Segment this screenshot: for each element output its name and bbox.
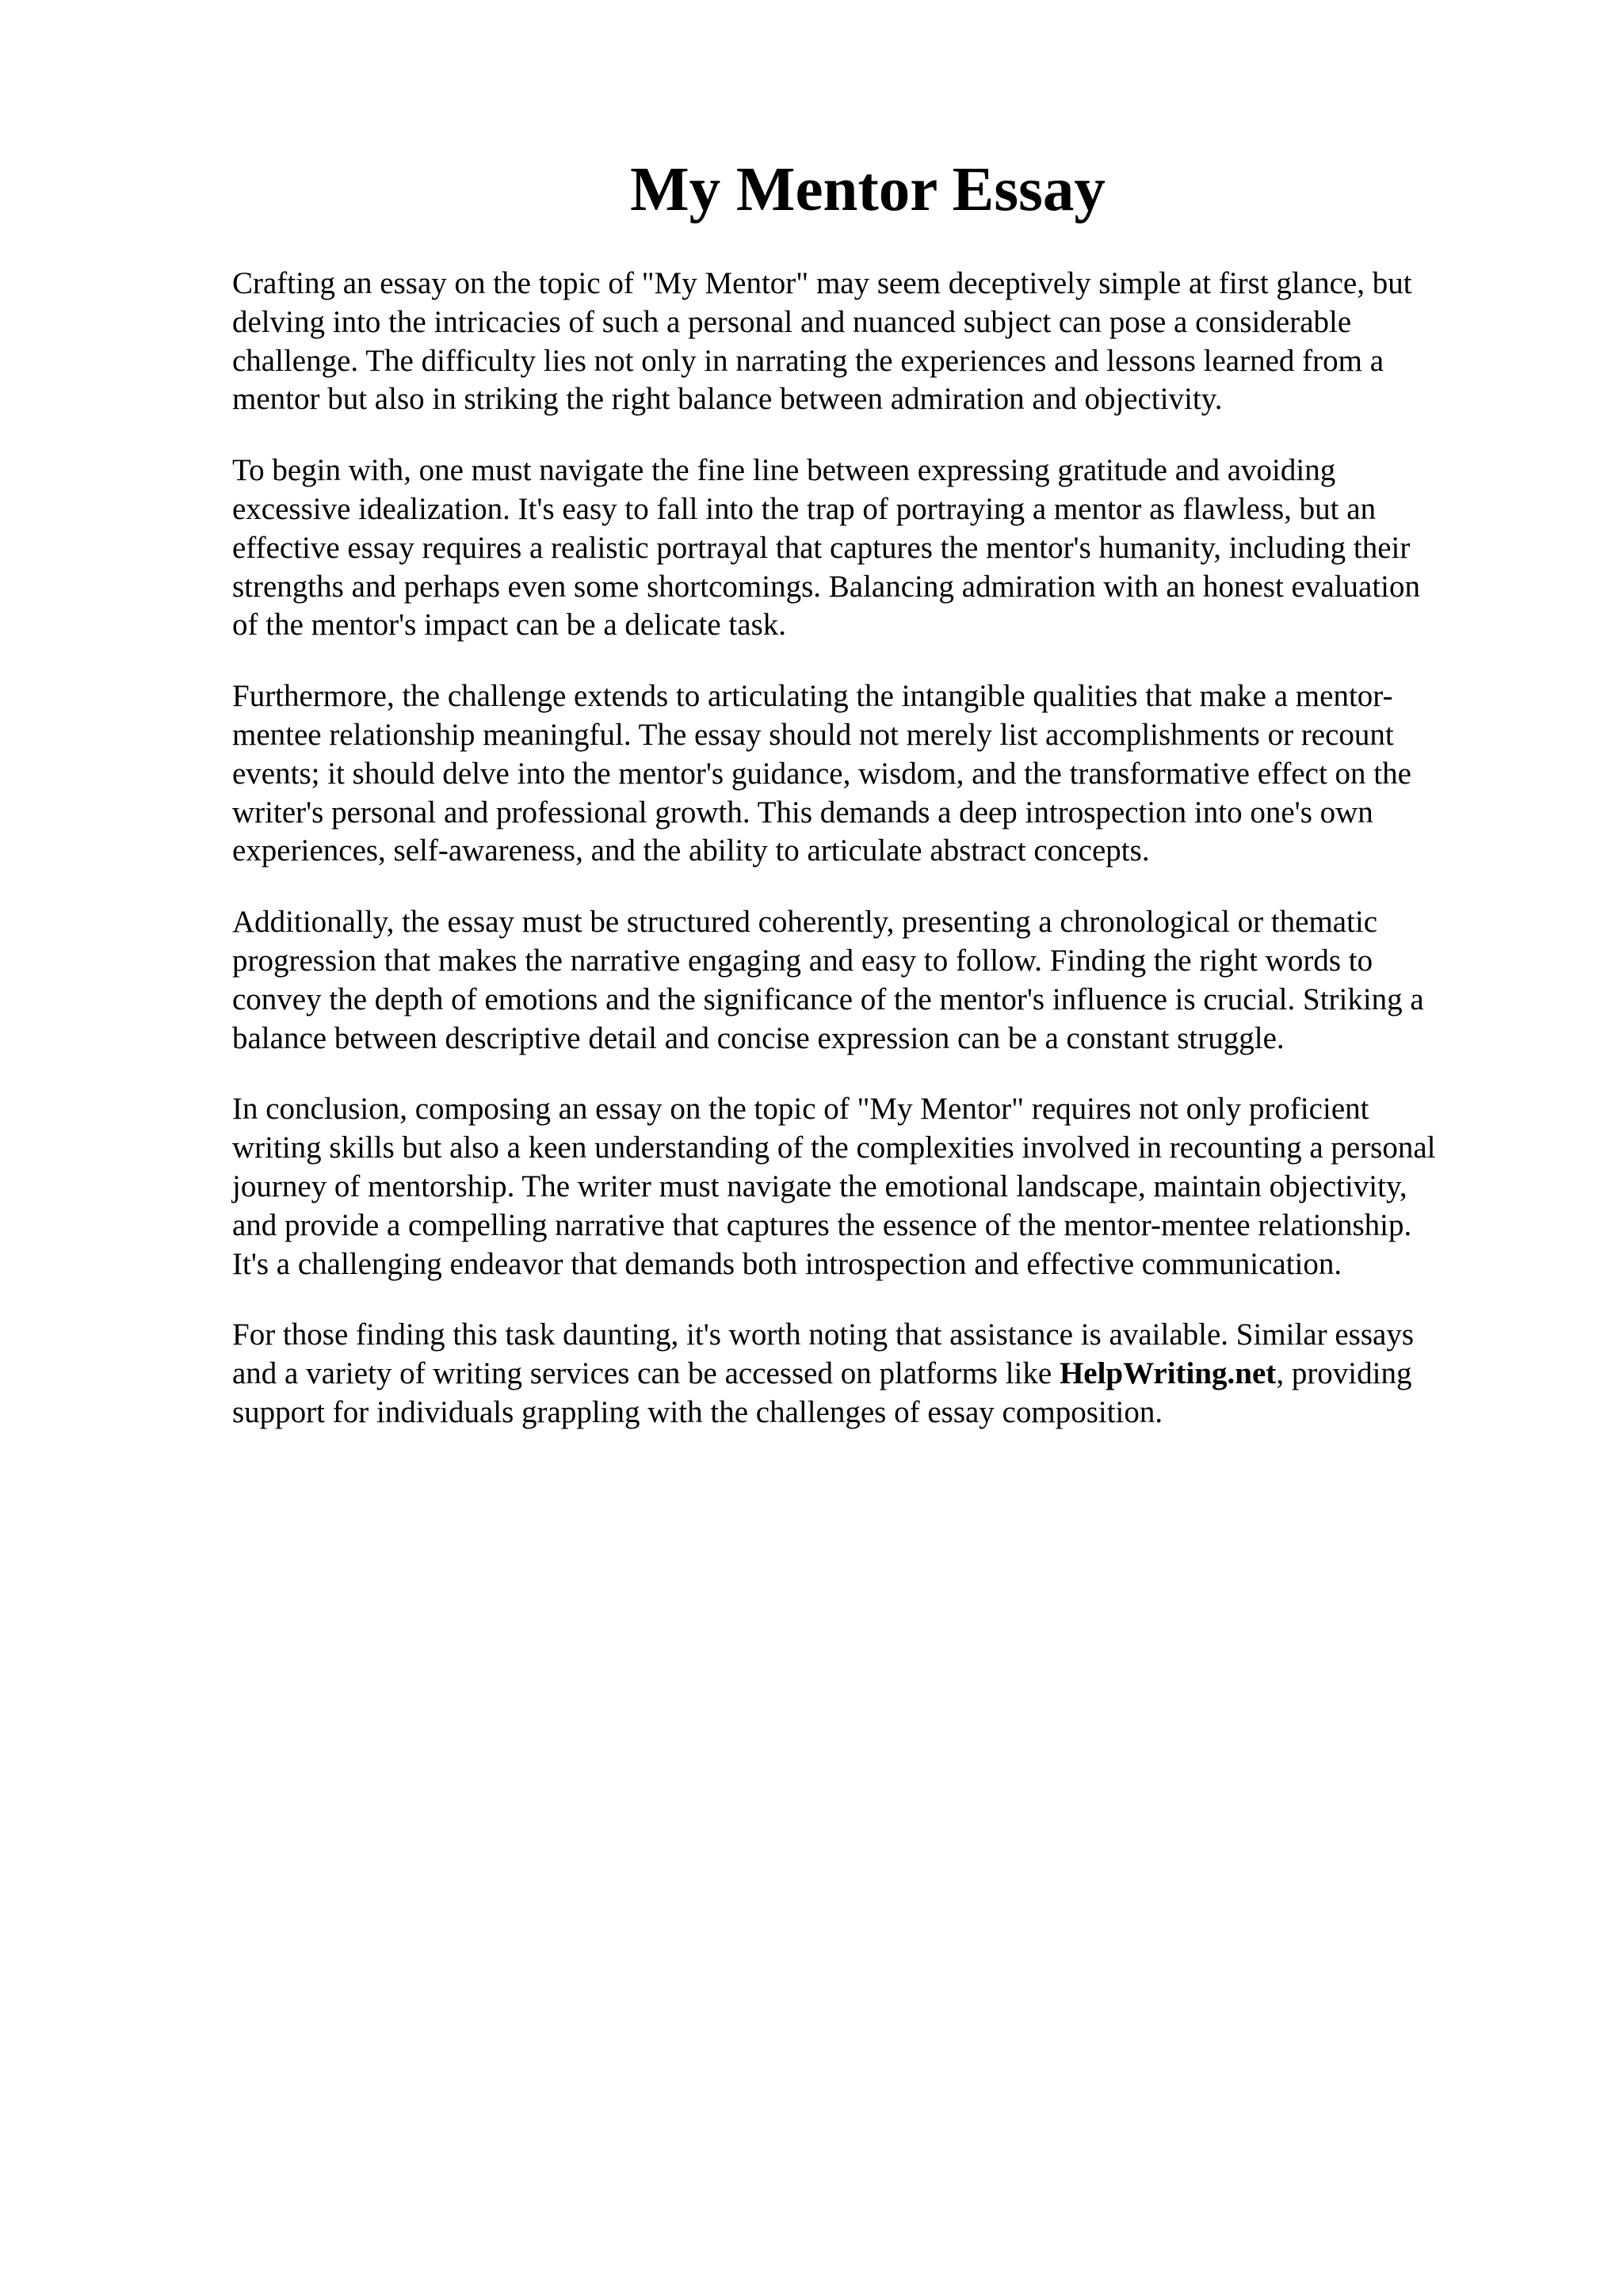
text-segment: , providing: [1276, 1356, 1412, 1391]
text-line: balance between descriptive detail and concise expression can be a constant struggle.: [232, 1020, 1285, 1055]
paragraph-1: [232, 265, 1532, 419]
text-line: support for individuals grappling with the challenges of essay composition.: [232, 1394, 1163, 1429]
paragraph-3: [232, 677, 1532, 871]
text-line: Crafting an essay on the topic of "My Mentor" may seem deceptively simple at first glance, but: [232, 266, 1412, 300]
text-line: mentee relationship meaningful. The essay should not merely list accomplishments or recount: [232, 717, 1394, 752]
paragraph-2: [232, 452, 1532, 645]
text-line: and provide a compelling narrative that captures the essence of the mentor-mentee relationship.: [232, 1207, 1412, 1242]
essay-body: [232, 265, 1532, 1465]
paragraph-5: [232, 1090, 1532, 1283]
text-line: Furthermore, the challenge extends to articulating the intangible qualities that make a mentor-: [232, 679, 1393, 714]
text-line: It's a challenging endeavor that demands both introspection and effective communication.: [232, 1246, 1342, 1281]
text-line: writer's personal and professional growth. This demands a deep introspection into one's own: [232, 795, 1373, 830]
text-line: events; it should delve into the mentor's guidance, wisdom, and the transformative effect on the: [232, 756, 1411, 791]
paragraph-4: [232, 903, 1532, 1058]
text-line: experiences, self-awareness, and the ability to articulate abstract concepts.: [232, 833, 1150, 868]
paragraph-closing: [232, 1316, 1532, 1432]
page-title: My Mentor Essay: [630, 155, 1106, 224]
text-line: effective essay requires a realistic portrayal that captures the mentor's humanity, including their: [232, 530, 1411, 565]
text-line: [232, 1355, 1532, 1394]
helpwriting-link[interactable]: HelpWriting.net: [1059, 1356, 1277, 1391]
text-line: Additionally, the essay must be structured coherently, presenting a chronological or thematic: [232, 905, 1378, 940]
text-line: mentor but also in striking the right balance between admiration and objectivity.: [232, 382, 1223, 417]
text-line: journey of mentorship. The writer must navigate the emotional landscape, maintain objectivity,: [232, 1169, 1407, 1203]
text-line: For those finding this task daunting, it's worth noting that assistance is available. Similar essays: [232, 1318, 1415, 1352]
text-line: strengths and perhaps even some shortcomings. Balancing admiration with an honest evaluation: [232, 569, 1420, 604]
text-line: To begin with, one must navigate the fine line between expressing gratitude and avoiding: [232, 453, 1336, 488]
text-line: convey the depth of emotions and the significance of the mentor's influence is crucial. Striking a: [232, 982, 1424, 1016]
text-line: challenge. The difficulty lies not only in narrating the experiences and lessons learned from a: [232, 343, 1384, 378]
text-line: progression that makes the narrative engaging and easy to follow. Finding the right words to: [232, 943, 1373, 978]
text-segment: and a variety of writing services can be accessed on platforms like: [232, 1356, 1060, 1391]
text-line: In conclusion, composing an essay on the topic of "My Mentor" requires not only proficient: [232, 1092, 1369, 1127]
text-line: writing skills but also a keen understanding of the complexities involved in recounting a personal: [232, 1131, 1436, 1165]
text-line: of the mentor's impact can be a delicate task.: [232, 608, 786, 643]
text-line: excessive idealization. It's easy to fall into the trap of portraying a mentor as flawless, but an: [232, 491, 1377, 526]
text-line: delving into the intricacies of such a personal and nuanced subject can pose a considerable: [232, 304, 1352, 339]
